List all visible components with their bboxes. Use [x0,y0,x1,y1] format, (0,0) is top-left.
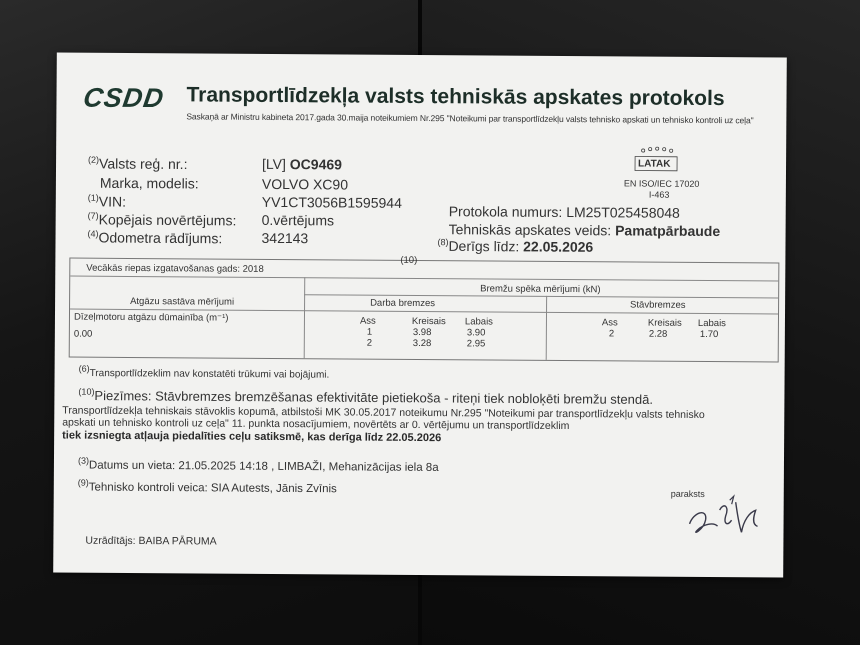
inspector [78,478,337,496]
csdd-logo: CSDD [81,82,167,114]
brake-header: Bremžu spēka mērījumi (kN) [480,283,601,296]
inspection-type-value: Pamatpārbaude [615,222,721,240]
inspection-type [449,221,721,239]
faults-note [79,364,330,381]
emission-value: 0.00 [73,328,93,340]
handwritten-signature [683,472,773,543]
parking-row-1-axle: 2 [608,328,615,340]
rating-value: 0.vērtējums [261,211,335,229]
inspection-protocol-document [53,52,787,577]
odometer-sup: (4) [87,228,99,239]
reg-number-value [262,156,342,173]
service-row-2-axle: 2 [366,337,373,349]
accreditation-number: I-463 [648,189,670,200]
odometer-value: 342143 [261,229,309,247]
service-row-1-left: 3.98 [412,326,432,339]
inspection-type-label: Tehniskās apskates veids: [448,221,612,239]
model-label: Marka, modelis: [99,174,199,192]
signature-label: paraksts [670,488,705,499]
compliance-line-2: apskati un tehnisko kontroli uz ceļa" 11. punkta nosacījumiem, novērtēts ar 0. vērtējumu un transportlīdzeklim [62,416,570,433]
model-value: VOLVO XC90 [261,175,349,193]
emission-header: Atgāzu sastāva mērījumi [130,295,235,308]
measurements-table [69,254,780,363]
table-marker: (10) [400,254,418,266]
service-row-2-right: 2.95 [466,338,486,350]
protocol-number-label: Protokola numurs: [448,203,563,220]
compliance-line-1: Transportlīdzekļa tehniskais stāvoklis kopumā, atbilstoši MK 30.05.2017 noteikumu Nr.295 "Noteikumi par transportlīdzekļu valsts tehnisko [62,404,705,421]
odometer-label [87,229,222,247]
issuer: Uzrādītājs: BAIBA PĀRUMA [85,534,217,548]
document-title: Transportlīdzekļa valsts tehniskās apskates protokols [186,83,725,111]
date-place [78,456,439,474]
rating-label [88,211,237,229]
reg-number-label [88,155,188,172]
remarks-sup: (10) [78,386,95,397]
date-text: Datums un vieta: 21.05.2025 14:18 , LIMBAŽI, Mehanizācijas iela 8a [88,459,439,474]
valid-sup: (8) [437,237,449,248]
inspector-sup: (9) [77,477,89,488]
tyre-year: Vecākās riepas izgatavošanas gads: 2018 [86,262,264,275]
inspector-text: Tehnisko kontroli veica: SIA Autests, Jānis Zvīnis [88,481,337,496]
valid-until [437,237,593,255]
parking-col-axle: Ass [601,317,618,329]
faults-text: Transportlīdzeklim nav konstatēti trūkumi vai bojājumi. [89,368,330,381]
service-col-right: Labais [464,316,493,328]
compliance-line-3: tiek izsniegta atļauja piedalīties ceļu satiksmē, kas derīga līdz 22.05.2026 [62,429,442,445]
vin-label [88,193,126,210]
reg-value: OC9469 [289,156,343,173]
remarks-text: Piezīmes: Stāvbremzes bremzēšanas efektivitāte pietiekoša - riteņi tiek nobloķēti bremžu stendā. [94,388,654,407]
odometer-label-text: Odometra rādījums: [98,229,223,247]
service-col-axle: Ass [359,315,376,327]
reg-label-text: Valsts reģ. nr.: [98,155,188,173]
parking-row-1-left: 2.28 [648,328,668,340]
parking-col-right: Labais [697,317,726,330]
service-row-1-right: 3.90 [466,327,486,339]
date-sup: (3) [77,455,90,466]
faults-sup: (6) [78,363,90,374]
service-row-1-axle: 1 [366,326,373,338]
rating-sup: (7) [87,210,99,221]
valid-label: Derīgs līdz: [448,237,520,255]
iso-standard: EN ISO/IEC 17020 [623,178,700,189]
parking-col-left: Kreisais [647,317,682,329]
document-subtitle: Saskaņā ar Ministru kabineta 2017.gada 30.maija noteikumiem Nr.295 "Noteikumi par transportlīdzekļu valsts tehnisko apskati un tehnisko kontroli uz ceļa" [186,111,754,126]
vin-value: YV1CT3056B1595944 [261,193,402,211]
reg-sup: (2) [88,154,100,165]
parking-row-1-right: 1.70 [699,328,719,341]
emission-label: Dīzeļmotoru atgāzu dūmainība (m⁻¹) [73,311,229,324]
latak-logo-text: LATAK [638,158,671,170]
rating-label-text: Kopējais novērtējums: [98,211,237,229]
protocol-number-value: LM25T025458048 [566,204,680,221]
service-brakes-header: Darba bremzes [370,297,436,310]
vin-label-text: VIN: [98,193,127,210]
vin-sup: (1) [87,192,99,203]
protocol-number [449,203,680,221]
service-col-left: Kreisais [411,315,446,328]
reg-prefix: [LV] [261,155,286,173]
remarks-note [78,387,653,407]
service-row-2-left: 3.28 [412,337,432,350]
parking-brakes-header: Stāvbremzes [630,299,686,311]
valid-value: 22.05.2026 [523,238,594,255]
